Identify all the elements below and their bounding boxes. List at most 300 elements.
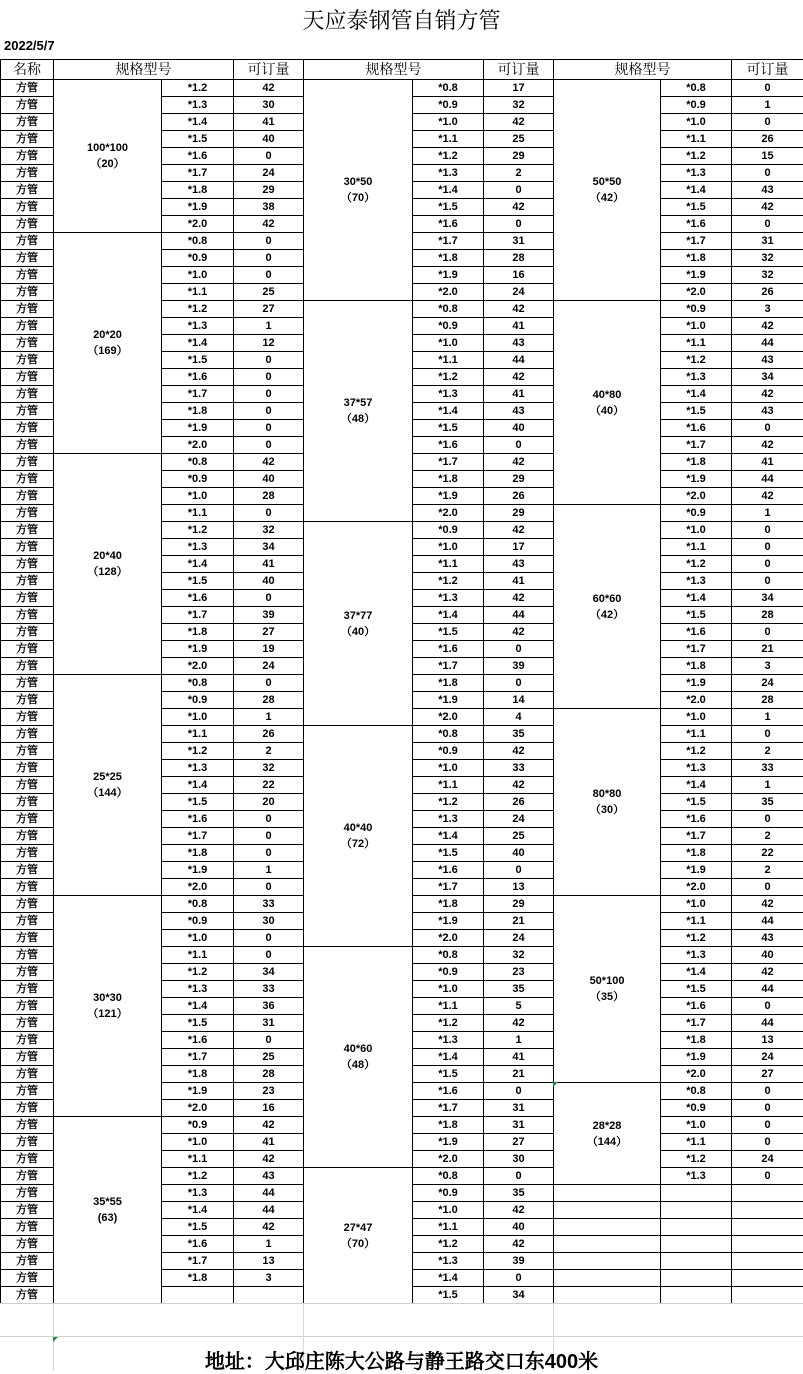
quantity-cell: 42	[484, 590, 554, 607]
quantity-cell: 1	[732, 97, 803, 114]
quantity-cell: 32	[732, 250, 803, 267]
thickness-cell: *1.5	[413, 420, 484, 437]
product-name-cell: 方管	[1, 828, 54, 845]
thickness-cell: *0.9	[413, 1185, 484, 1202]
thickness-cell: *1.2	[162, 301, 234, 318]
quantity-cell: 40	[484, 420, 554, 437]
quantity-cell: 2	[484, 165, 554, 182]
quantity-cell: 42	[732, 199, 803, 216]
quantity-cell: 22	[234, 777, 304, 794]
quantity-cell: 42	[234, 1117, 304, 1134]
thickness-cell: *0.9	[413, 743, 484, 760]
product-name-cell: 方管	[1, 114, 54, 131]
quantity-cell: 12	[234, 335, 304, 352]
thickness-cell: *1.4	[413, 1049, 484, 1066]
quantity-cell: 42	[234, 1151, 304, 1168]
inventory-table	[0, 59, 803, 1304]
thickness-cell: *1.9	[413, 913, 484, 930]
quantity-cell: 0	[484, 1168, 554, 1185]
quantity-cell: 33	[234, 896, 304, 913]
thickness-cell: *1.9	[413, 488, 484, 505]
quantity-cell: 0	[484, 216, 554, 233]
sheet-date: 2022/5/7	[4, 38, 55, 53]
quantity-cell: 0	[484, 437, 554, 454]
quantity-cell: 0	[234, 1032, 304, 1049]
thickness-cell: *1.6	[413, 862, 484, 879]
header-row	[1, 60, 803, 80]
quantity-cell: 27	[234, 624, 304, 641]
thickness-cell: *1.6	[661, 216, 732, 233]
thickness-cell: *0.9	[162, 250, 234, 267]
thickness-cell: *0.8	[162, 233, 234, 250]
quantity-cell: 1	[484, 1032, 554, 1049]
spec-count: （42）	[554, 607, 660, 623]
quantity-cell: 32	[234, 522, 304, 539]
thickness-cell: *1.9	[413, 1134, 484, 1151]
quantity-cell: 33	[484, 760, 554, 777]
quantity-cell: 43	[484, 335, 554, 352]
product-name-cell: 方管	[1, 1287, 54, 1304]
quantity-cell: 43	[484, 556, 554, 573]
thickness-cell: *1.4	[413, 828, 484, 845]
thickness-cell: *0.8	[162, 454, 234, 471]
quantity-cell: 25	[484, 828, 554, 845]
thickness-cell: *1.1	[661, 335, 732, 352]
thickness-cell: *1.8	[413, 675, 484, 692]
thickness-cell: *0.8	[162, 675, 234, 692]
quantity-cell: 44	[484, 607, 554, 624]
spec-group-cell	[304, 947, 413, 1168]
thickness-cell: *0.9	[413, 522, 484, 539]
thickness-cell: *2.0	[413, 1151, 484, 1168]
quantity-cell: 0	[234, 590, 304, 607]
product-name-cell: 方管	[1, 284, 54, 301]
quantity-cell: 42	[732, 964, 803, 981]
spec-count: （48）	[304, 1057, 412, 1073]
thickness-cell: *2.0	[661, 488, 732, 505]
thickness-cell: *1.0	[162, 930, 234, 947]
quantity-cell: 25	[484, 131, 554, 148]
quantity-cell: 32	[484, 947, 554, 964]
spec-size: 50*100	[554, 973, 660, 989]
thickness-cell: *1.9	[661, 267, 732, 284]
spec-group-cell	[554, 896, 661, 1083]
thickness-cell: *2.0	[661, 1066, 732, 1083]
spec-count: （42）	[554, 190, 660, 206]
product-name-cell: 方管	[1, 845, 54, 862]
product-name-cell: 方管	[1, 760, 54, 777]
thickness-cell: *1.1	[413, 556, 484, 573]
thickness-cell: *1.9	[413, 692, 484, 709]
thickness-cell: *1.3	[162, 981, 234, 998]
quantity-cell: 40	[234, 573, 304, 590]
quantity-cell: 0	[732, 539, 803, 556]
quantity-cell: 42	[732, 437, 803, 454]
quantity-cell: 0	[234, 879, 304, 896]
quantity-cell: 42	[484, 301, 554, 318]
thickness-cell: *1.3	[661, 165, 732, 182]
thickness-cell: *1.8	[162, 845, 234, 862]
thickness-cell: *1.2	[661, 930, 732, 947]
quantity-cell: 42	[732, 488, 803, 505]
quantity-cell: 24	[484, 811, 554, 828]
quantity-cell: 36	[234, 998, 304, 1015]
thickness-cell: *1.9	[162, 1083, 234, 1100]
thickness-cell: *1.2	[661, 352, 732, 369]
quantity-cell: 42	[484, 743, 554, 760]
quantity-cell: 41	[484, 318, 554, 335]
quantity-cell: 42	[484, 1015, 554, 1032]
quantity-cell: 42	[484, 199, 554, 216]
empty-cell	[554, 1202, 661, 1219]
thickness-cell: *1.1	[413, 1219, 484, 1236]
thickness-cell: *1.4	[413, 1270, 484, 1287]
product-name-cell: 方管	[1, 454, 54, 471]
quantity-cell: 44	[234, 1185, 304, 1202]
thickness-cell: *1.9	[661, 675, 732, 692]
product-name-cell: 方管	[1, 1270, 54, 1287]
spec-count: （121）	[54, 1006, 161, 1022]
thickness-cell: *1.4	[162, 777, 234, 794]
quantity-cell: 44	[732, 471, 803, 488]
quantity-cell: 0	[732, 726, 803, 743]
quantity-cell: 42	[732, 896, 803, 913]
quantity-cell: 31	[234, 1015, 304, 1032]
product-name-cell: 方管	[1, 1083, 54, 1100]
product-name-cell: 方管	[1, 709, 54, 726]
spec-size: 40*60	[304, 1041, 412, 1057]
cell-note-marker	[553, 1082, 558, 1087]
spec-count: （128）	[54, 564, 161, 580]
quantity-cell: 1	[732, 777, 803, 794]
quantity-cell: 3	[732, 658, 803, 675]
product-name-cell: 方管	[1, 573, 54, 590]
thickness-cell: *1.8	[413, 250, 484, 267]
quantity-cell: 24	[234, 658, 304, 675]
quantity-cell: 35	[484, 981, 554, 998]
spec-count: （144）	[54, 785, 161, 801]
thickness-cell: *0.8	[661, 80, 732, 97]
thickness-cell: *1.1	[413, 777, 484, 794]
spec-size: 27*47	[304, 1220, 412, 1236]
thickness-cell: *0.9	[413, 97, 484, 114]
product-name-cell: 方管	[1, 964, 54, 981]
thickness-cell: *1.1	[661, 726, 732, 743]
header-spec-2: 规格型号	[304, 60, 484, 80]
thickness-cell: *1.5	[162, 1015, 234, 1032]
spec-group-cell	[554, 80, 661, 301]
thickness-cell: *0.9	[661, 505, 732, 522]
spec-size: 80*80	[554, 786, 660, 802]
quantity-cell: 0	[732, 624, 803, 641]
product-name-cell: 方管	[1, 131, 54, 148]
thickness-cell: *1.8	[413, 1117, 484, 1134]
thickness-cell: *2.0	[413, 505, 484, 522]
quantity-cell: 13	[484, 879, 554, 896]
product-name-cell: 方管	[1, 811, 54, 828]
thickness-cell: *1.1	[162, 726, 234, 743]
spec-size: 30*50	[304, 174, 412, 190]
quantity-cell: 24	[234, 165, 304, 182]
quantity-cell: 0	[234, 930, 304, 947]
thickness-cell: *1.5	[162, 573, 234, 590]
thickness-cell: *1.7	[162, 165, 234, 182]
quantity-cell: 21	[484, 1066, 554, 1083]
thickness-cell: *1.2	[661, 148, 732, 165]
thickness-cell: *0.9	[661, 301, 732, 318]
spec-count: （40）	[554, 403, 660, 419]
quantity-cell: 34	[732, 590, 803, 607]
thickness-cell: *1.6	[162, 811, 234, 828]
spec-group-cell	[54, 454, 162, 675]
thickness-cell: *1.1	[661, 1134, 732, 1151]
quantity-cell: 16	[234, 1100, 304, 1117]
quantity-cell: 0	[484, 862, 554, 879]
thickness-cell: *1.4	[661, 964, 732, 981]
thickness-cell: *1.7	[661, 828, 732, 845]
spec-group-cell	[304, 1168, 413, 1304]
quantity-cell: 42	[484, 522, 554, 539]
product-name-cell: 方管	[1, 1134, 54, 1151]
quantity-cell: 35	[484, 1185, 554, 1202]
empty-cell	[661, 1270, 732, 1287]
empty-cell	[661, 1287, 732, 1304]
thickness-cell: *1.3	[162, 318, 234, 335]
thickness-cell: *1.4	[661, 590, 732, 607]
empty-cell	[661, 1185, 732, 1202]
thickness-cell: *0.8	[413, 1168, 484, 1185]
quantity-cell: 28	[732, 692, 803, 709]
thickness-cell: *1.0	[661, 114, 732, 131]
quantity-cell: 26	[234, 726, 304, 743]
thickness-cell: *1.6	[661, 811, 732, 828]
quantity-cell: 0	[234, 675, 304, 692]
spec-size: 20*40	[54, 548, 161, 564]
empty-cell	[661, 1202, 732, 1219]
thickness-cell: *1.8	[413, 471, 484, 488]
empty-cell	[554, 1236, 661, 1253]
header-qty-1: 可订量	[234, 60, 304, 80]
quantity-cell: 0	[234, 233, 304, 250]
thickness-cell: *1.2	[162, 964, 234, 981]
thickness-cell: *2.0	[162, 216, 234, 233]
product-name-cell: 方管	[1, 505, 54, 522]
empty-cell	[554, 1219, 661, 1236]
quantity-cell: 40	[484, 1219, 554, 1236]
product-name-cell: 方管	[1, 488, 54, 505]
spec-size: 40*40	[304, 820, 412, 836]
thickness-cell: *1.0	[413, 760, 484, 777]
thickness-cell: *1.2	[413, 148, 484, 165]
quantity-cell: 39	[484, 1253, 554, 1270]
quantity-cell: 0	[732, 420, 803, 437]
product-name-cell: 方管	[1, 539, 54, 556]
thickness-cell: *1.2	[162, 80, 234, 97]
thickness-cell: *1.3	[413, 811, 484, 828]
quantity-cell: 38	[234, 199, 304, 216]
thickness-cell: *1.7	[162, 1049, 234, 1066]
thickness-cell: *1.5	[661, 794, 732, 811]
quantity-cell: 31	[484, 1100, 554, 1117]
product-name-cell: 方管	[1, 641, 54, 658]
quantity-cell: 41	[484, 1049, 554, 1066]
quantity-cell: 33	[234, 981, 304, 998]
thickness-cell: *1.9	[661, 1049, 732, 1066]
thickness-cell: *1.7	[661, 1015, 732, 1032]
thickness-cell: *1.6	[661, 420, 732, 437]
empty-cell	[732, 1287, 803, 1304]
empty-cell	[554, 1185, 661, 1202]
product-name-cell: 方管	[1, 369, 54, 386]
thickness-cell: *1.3	[162, 539, 234, 556]
quantity-cell: 23	[234, 1083, 304, 1100]
header-qty-3: 可订量	[732, 60, 803, 80]
quantity-cell: 30	[234, 97, 304, 114]
thickness-cell: *0.9	[661, 1100, 732, 1117]
thickness-cell: *2.0	[413, 930, 484, 947]
quantity-cell: 0	[484, 641, 554, 658]
product-name-cell: 方管	[1, 590, 54, 607]
quantity-cell: 40	[484, 845, 554, 862]
thickness-cell: *1.5	[661, 199, 732, 216]
thickness-cell: *1.1	[162, 284, 234, 301]
spec-size: 35*55	[54, 1194, 161, 1210]
quantity-cell: 40	[234, 471, 304, 488]
thickness-cell: *1.7	[413, 658, 484, 675]
thickness-cell: *1.0	[162, 488, 234, 505]
quantity-cell: 41	[234, 1134, 304, 1151]
thickness-cell: *0.9	[162, 1117, 234, 1134]
thickness-cell: *1.3	[661, 947, 732, 964]
thickness-cell: *1.4	[162, 114, 234, 131]
quantity-cell: 5	[484, 998, 554, 1015]
quantity-cell: 31	[484, 1117, 554, 1134]
quantity-cell: 3	[234, 1270, 304, 1287]
thickness-cell: *1.9	[162, 420, 234, 437]
quantity-cell: 26	[484, 488, 554, 505]
spec-count: （70）	[304, 190, 412, 206]
product-name-cell: 方管	[1, 1236, 54, 1253]
thickness-cell: *1.7	[162, 386, 234, 403]
thickness-cell: *1.7	[413, 233, 484, 250]
spec-size: 20*20	[54, 327, 161, 343]
spec-count: (63)	[54, 1210, 161, 1226]
spec-size: 60*60	[554, 591, 660, 607]
quantity-cell: 43	[732, 930, 803, 947]
thickness-cell: *1.3	[661, 760, 732, 777]
thickness-cell: *1.7	[413, 454, 484, 471]
quantity-cell: 40	[234, 131, 304, 148]
quantity-cell: 20	[234, 794, 304, 811]
quantity-cell: 32	[732, 267, 803, 284]
product-name-cell: 方管	[1, 267, 54, 284]
product-name-cell: 方管	[1, 199, 54, 216]
empty-cell	[554, 1287, 661, 1304]
empty-cell	[732, 1202, 803, 1219]
empty-cell	[732, 1253, 803, 1270]
spec-group-cell	[54, 1117, 162, 1304]
quantity-cell: 0	[732, 879, 803, 896]
quantity-cell: 26	[732, 131, 803, 148]
spec-group-cell	[554, 301, 661, 505]
product-name-cell: 方管	[1, 335, 54, 352]
quantity-cell: 29	[484, 505, 554, 522]
quantity-cell: 29	[234, 182, 304, 199]
thickness-cell: *0.9	[413, 964, 484, 981]
thickness-cell: *1.8	[413, 896, 484, 913]
quantity-cell: 4	[484, 709, 554, 726]
thickness-cell: *1.5	[162, 794, 234, 811]
thickness-cell: *1.0	[162, 709, 234, 726]
thickness-cell: *1.5	[413, 624, 484, 641]
thickness-cell: *1.4	[162, 998, 234, 1015]
thickness-cell: *1.2	[661, 556, 732, 573]
quantity-cell: 31	[732, 233, 803, 250]
quantity-cell: 0	[732, 114, 803, 131]
thickness-cell: *1.6	[162, 369, 234, 386]
spec-size: 28*28	[554, 1118, 660, 1134]
empty-cell	[661, 1219, 732, 1236]
thickness-cell: *1.3	[661, 369, 732, 386]
thickness-cell: *1.5	[162, 352, 234, 369]
spec-group-cell	[304, 522, 413, 726]
quantity-cell	[234, 1287, 304, 1304]
spec-count: （70）	[304, 1236, 412, 1252]
quantity-cell: 39	[234, 607, 304, 624]
product-name-cell: 方管	[1, 250, 54, 267]
quantity-cell: 44	[732, 335, 803, 352]
quantity-cell: 34	[732, 369, 803, 386]
thickness-cell: *1.1	[413, 131, 484, 148]
quantity-cell: 42	[484, 454, 554, 471]
product-name-cell: 方管	[1, 97, 54, 114]
quantity-cell: 2	[732, 828, 803, 845]
product-name-cell: 方管	[1, 301, 54, 318]
quantity-cell: 42	[234, 216, 304, 233]
product-name-cell: 方管	[1, 1151, 54, 1168]
thickness-cell: *0.9	[162, 913, 234, 930]
spec-size: 25*25	[54, 769, 161, 785]
product-name-cell: 方管	[1, 352, 54, 369]
product-name-cell: 方管	[1, 1117, 54, 1134]
thickness-cell: *0.8	[661, 1083, 732, 1100]
quantity-cell: 41	[484, 386, 554, 403]
empty-cell	[732, 1219, 803, 1236]
thickness-cell: *1.0	[413, 1202, 484, 1219]
thickness-cell: *1.7	[162, 1253, 234, 1270]
quantity-cell: 1	[234, 862, 304, 879]
quantity-cell: 30	[234, 913, 304, 930]
quantity-cell: 0	[234, 828, 304, 845]
thickness-cell: *1.4	[661, 182, 732, 199]
spec-count: （72）	[304, 836, 412, 852]
quantity-cell: 0	[732, 216, 803, 233]
thickness-cell: *2.0	[661, 284, 732, 301]
thickness-cell: *1.9	[661, 862, 732, 879]
header-spec-3: 规格型号	[554, 60, 732, 80]
thickness-cell: *1.0	[162, 1134, 234, 1151]
quantity-cell: 44	[484, 352, 554, 369]
thickness-cell: *1.2	[413, 369, 484, 386]
quantity-cell: 35	[732, 794, 803, 811]
product-name-cell: 方管	[1, 165, 54, 182]
quantity-cell: 0	[234, 403, 304, 420]
quantity-cell: 0	[234, 352, 304, 369]
quantity-cell: 0	[732, 573, 803, 590]
thickness-cell: *1.4	[162, 556, 234, 573]
quantity-cell: 43	[732, 352, 803, 369]
quantity-cell: 0	[234, 845, 304, 862]
